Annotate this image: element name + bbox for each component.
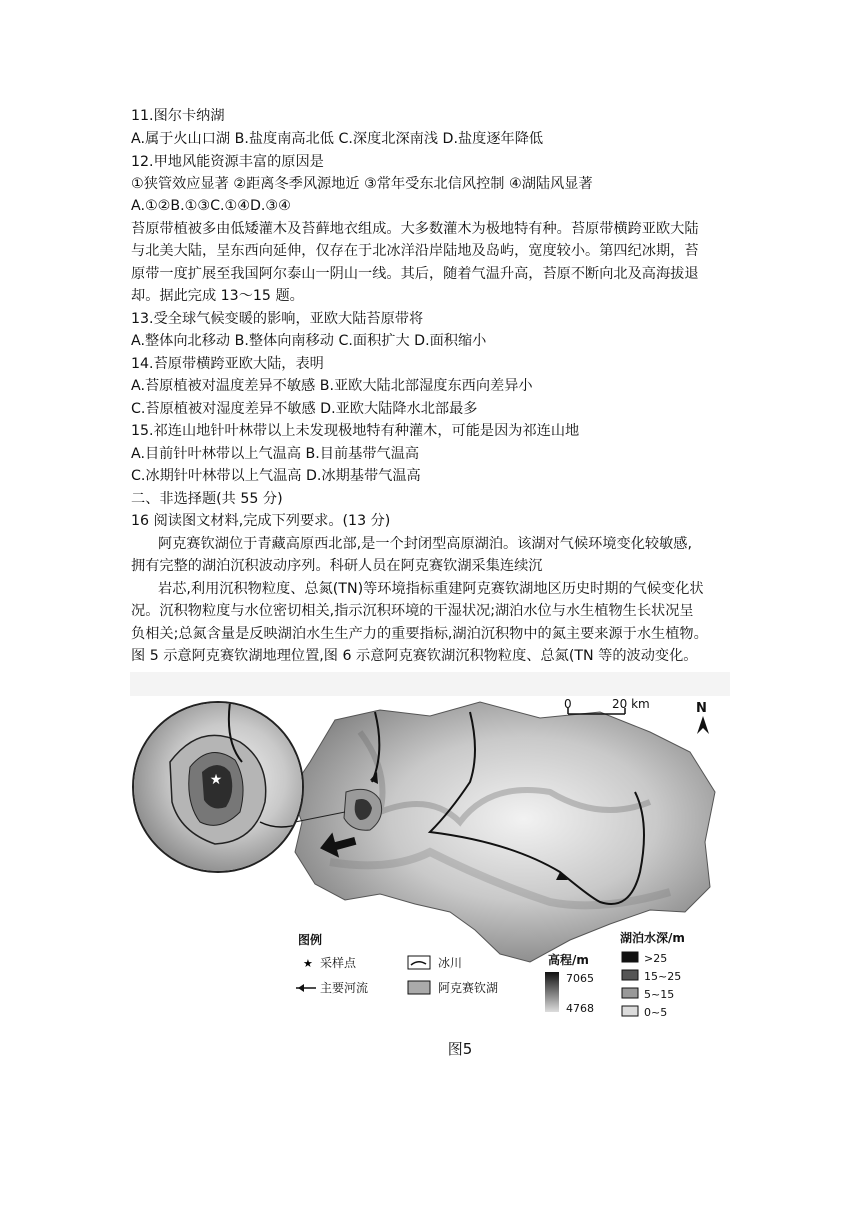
legend-lake: 阿克赛钦湖	[438, 981, 499, 995]
depth-title: 湖泊水深/m	[620, 931, 685, 945]
depth-swatch-15-25	[622, 970, 638, 980]
depth-class: >25	[644, 952, 668, 965]
depth-swatch-5-15	[622, 988, 638, 998]
q12-statements: ①狭管效应显著 ②距离冬季风源地近 ③常年受东北信风控制 ④湖陆风显著	[131, 176, 593, 192]
legend-glacier: 冰川	[438, 956, 463, 970]
elevation-ramp	[545, 972, 559, 1012]
section-heading: 二、非选择题(共 55 分)	[131, 491, 283, 507]
q14-title: 14.苔原带横跨亚欧大陆，表明	[131, 356, 324, 372]
figure-caption: 图5	[447, 1040, 473, 1058]
q12-options: A.①②B.①③C.①④D.③④	[131, 198, 291, 214]
depth-class: 5~15	[644, 988, 675, 1001]
legend-lake-icon	[408, 981, 430, 994]
q14-options-ab: A.苔原植被对温度差异不敏感 B.亚欧大陆北部湿度东西向差异小	[131, 378, 533, 394]
passage-line: 却。据此完成 13～15 题。	[131, 288, 304, 304]
depth-class: 0~5	[644, 1006, 668, 1019]
passage-line: 原带一度扩展至我国阿尔泰山一阴山一线。其后，随着气温升高，苔原不断向北及高海拔退	[131, 266, 699, 282]
legend-glacier-icon	[408, 956, 430, 969]
elevation-max: 7065	[566, 972, 594, 985]
elevation-title: 高程/m	[548, 953, 589, 967]
legend-star-icon: ★	[303, 957, 313, 970]
q16-passage-line: 负相关;总氮含量是反映湖泊水生生产力的重要指标,湖泊沉积物中的氮主要来源于水生植物。	[131, 626, 708, 642]
north-label: N	[696, 701, 707, 716]
q15-options-cd: C.冰期针叶林带以上气温高 D.冰期基带气温高	[131, 468, 421, 484]
legend-sampling-point: 采样点	[320, 956, 357, 970]
q15-title: 15.祁连山地针叶林带以上未发现极地特有种灌木，可能是因为祁连山地	[131, 423, 580, 439]
sampling-point-icon: ★	[209, 772, 223, 788]
scale-label: 20 km	[612, 697, 650, 711]
depth-class: 15~25	[644, 970, 682, 983]
q16-passage-line: 拥有完整的湖泊沉积波动序列。科研人员在阿克赛钦湖采集连续沉	[131, 558, 543, 574]
q11-options: A.属于火山口湖 B.盐度南高北低 C.深度北深南浅 D.盐度逐年降低	[131, 131, 544, 147]
legend-main-river: 主要河流	[320, 981, 369, 995]
elevation-min: 4768	[566, 1002, 594, 1015]
legend-title: 图例	[298, 933, 323, 947]
q11-title: 11.图尔卡纳湖	[131, 108, 225, 124]
q16-title: 16 阅读图文材料,完成下列要求。(13 分)	[131, 513, 391, 529]
passage-line: 苔原带植被多由低矮灌木及苔藓地衣组成。大多数灌木为极地特有种。苔原带横跨亚欧大陆	[131, 221, 699, 237]
q16-passage-line: 阿克赛钦湖位于青藏高原西北部,是一个封闭型高原湖泊。该湖对气候环境变化较敏感,	[158, 536, 692, 552]
q13-title: 13.受全球气候变暖的影响，亚欧大陆苔原带将	[131, 311, 424, 327]
q14-options-cd: C.苔原植被对湿度差异不敏感 D.亚欧大陆降水北部最多	[131, 401, 478, 417]
figure-5-map	[130, 672, 730, 1072]
q12-title: 12.甲地风能资源丰富的原因是	[131, 154, 324, 170]
passage-line: 与北美大陆，呈东西向延伸，仅存在于北冰洋沿岸陆地及岛屿，宽度较小。第四纪冰期，苔	[131, 243, 699, 259]
depth-swatch-0-5	[622, 1006, 638, 1016]
scan-shadow	[130, 672, 730, 696]
q16-passage-line: 岩芯,利用沉积物粒度、总氮(TN)等环境指标重建阿克赛钦湖地区历史时期的气候变化状	[158, 581, 704, 597]
q15-options-ab: A.目前针叶林带以上气温高 B.目前基带气温高	[131, 446, 420, 462]
north-arrow-icon	[697, 716, 709, 734]
q16-passage-line: 况。沉积物粒度与水位密切相关,指示沉积环境的干湿状况;湖泊水位与水生植物生长状况呈	[131, 603, 694, 619]
q16-passage-line: 图 5 示意阿克赛钦湖地理位置,图 6 示意阿克赛钦湖沉积物粒度、总氮(TN 等的波动变化。	[131, 648, 698, 664]
q13-options: A.整体向北移动 B.整体向南移动 C.面积扩大 D.面积缩小	[131, 333, 487, 349]
scale-zero: 0	[564, 697, 572, 711]
terrain-region	[290, 702, 715, 962]
depth-swatch-25plus	[622, 952, 638, 962]
